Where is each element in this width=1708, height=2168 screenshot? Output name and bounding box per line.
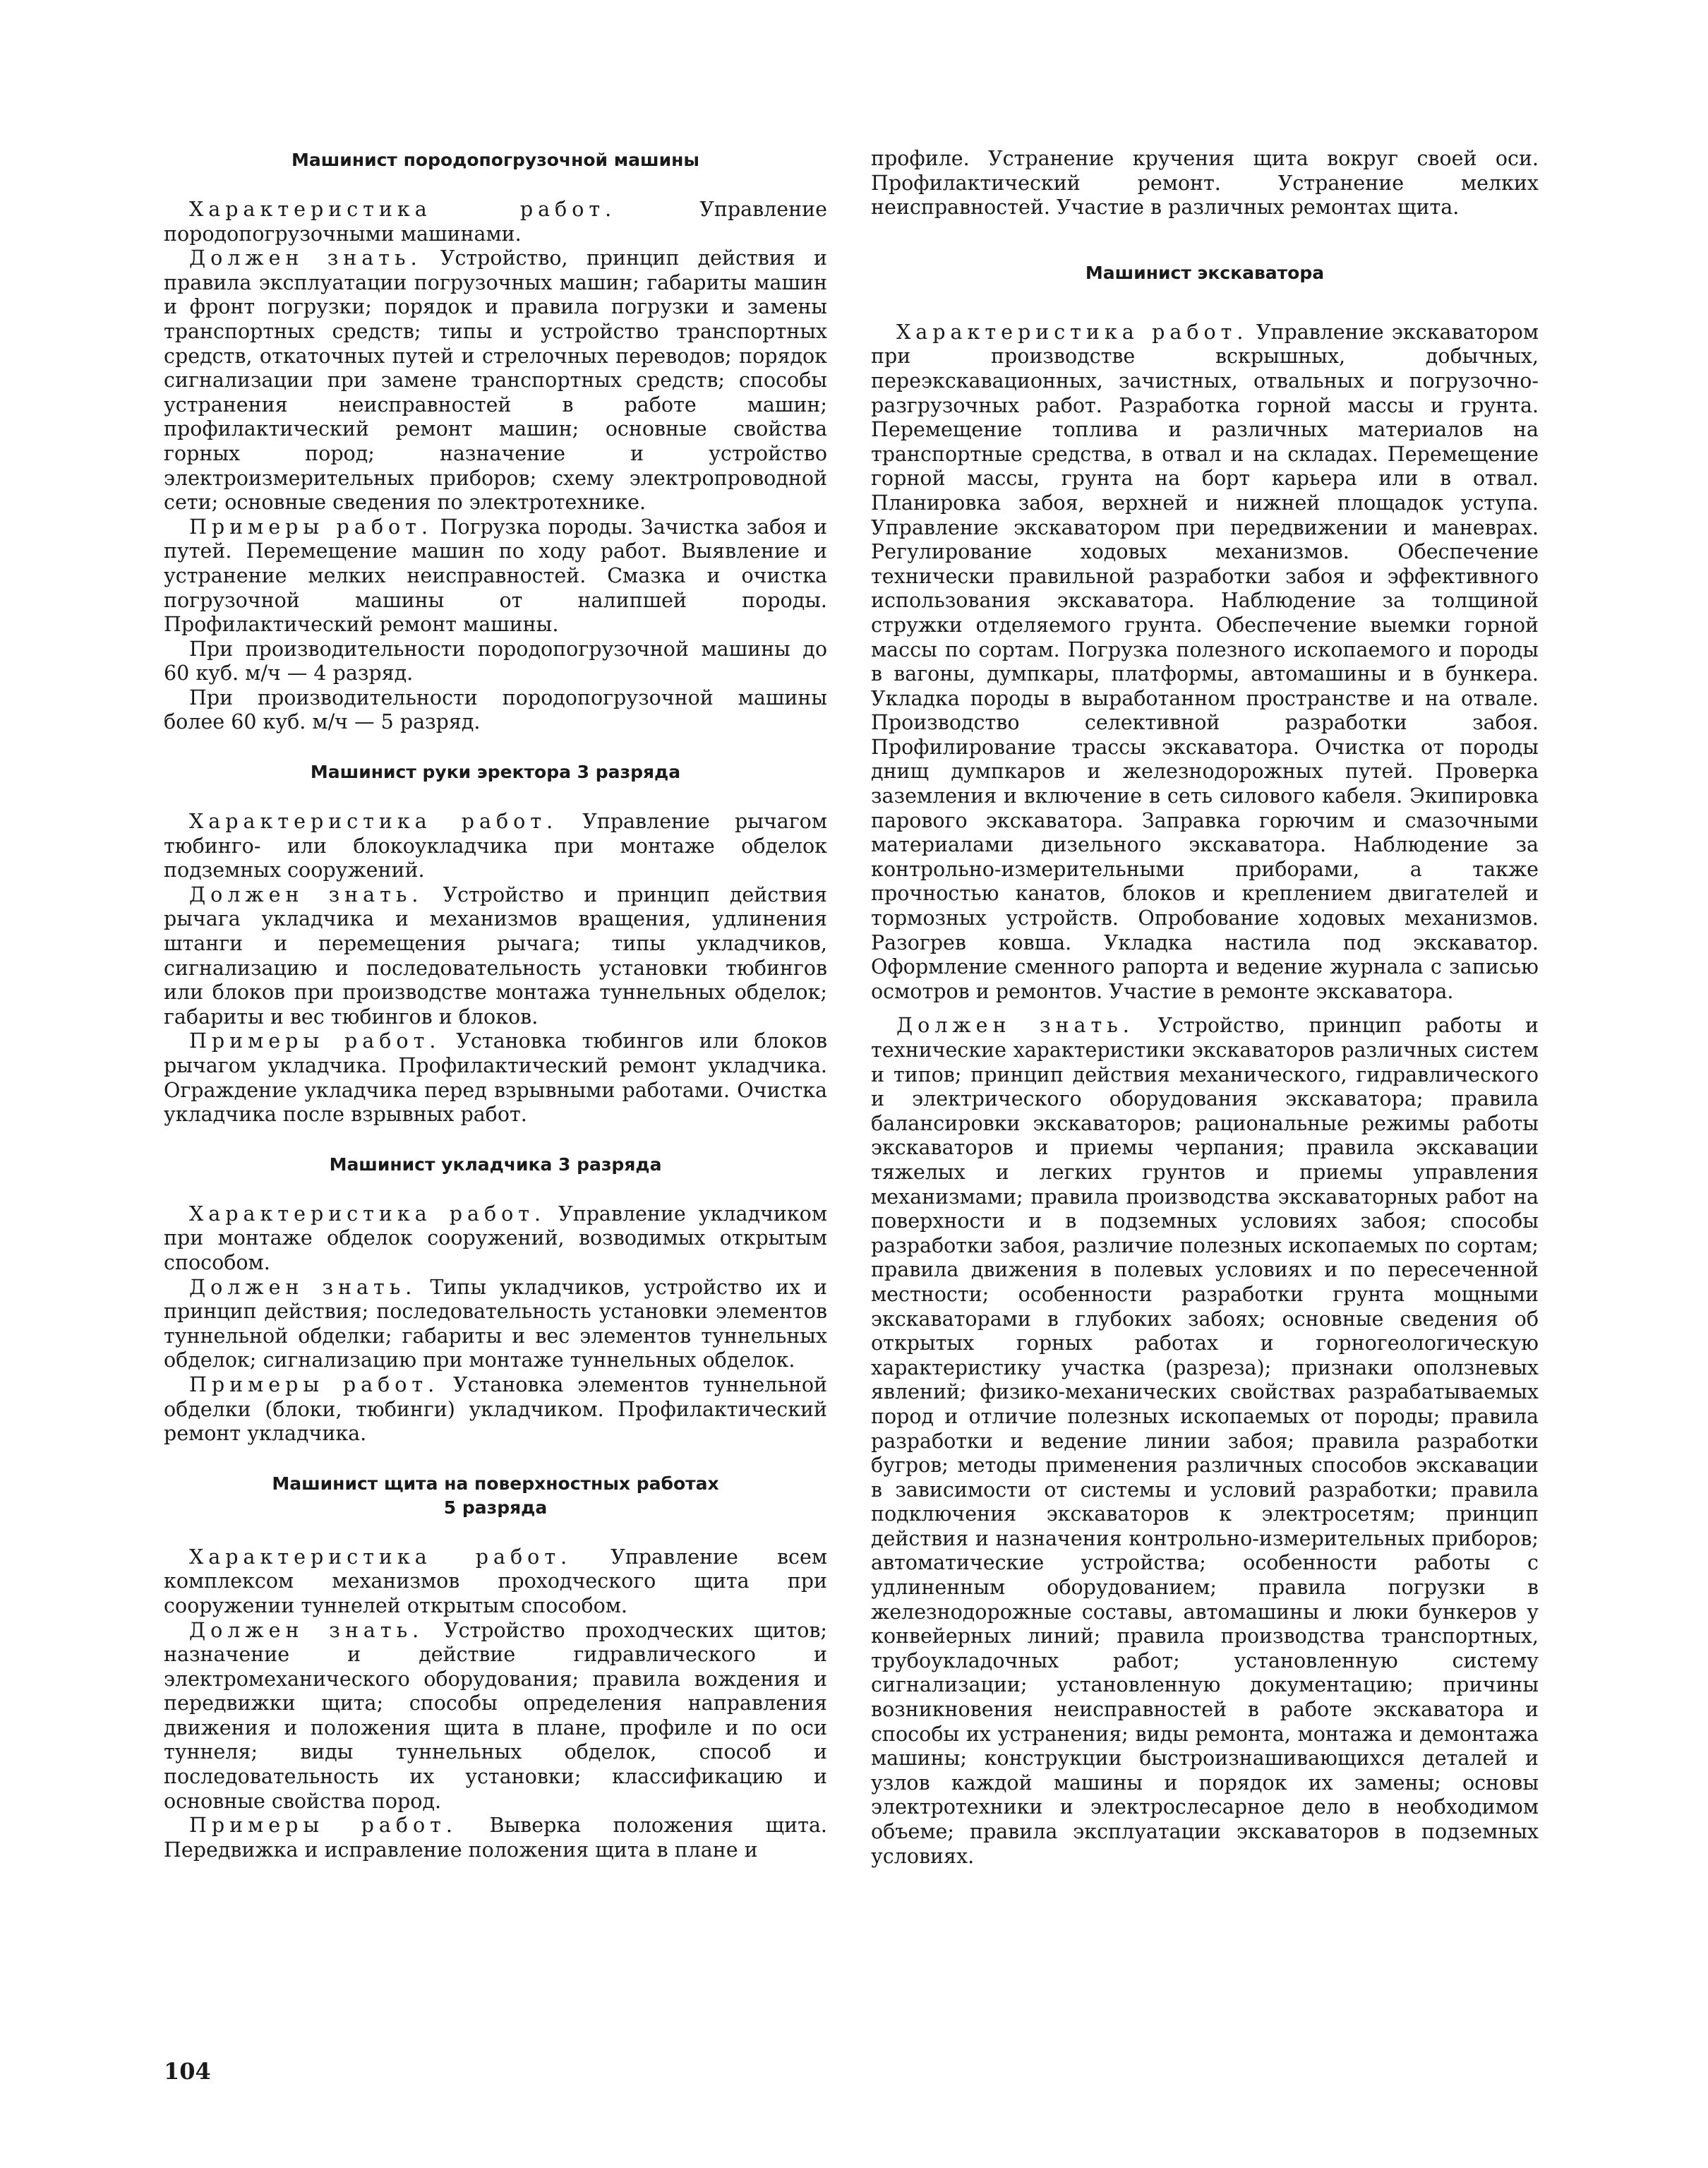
paragraph-text: При производительности породопогрузочной машины до 60 куб. м/ч — 4 разряд. [164,637,827,685]
paragraph-text: При производительности породопогрузочной машины более 60 куб. м/ч — 5 разряд. [164,685,827,734]
paragraph-text: Управление породопогрузочными машинами. [164,198,827,246]
paragraph-label: Примеры работ. [189,1029,441,1053]
paragraph-text: Устройство и принцип действия рычага укладчика и механизмов вращения, удлинения штанги и перемещения рычага; типы укладчиков, сигнализацию и последовательность установки тюбингов или блоков при производстве монтажа туннельных обделок; габариты и вес тюбингов и блоков. [164,882,827,1029]
section-title-line2: 5 разряда [443,1497,548,1518]
page-number: 104 [164,2058,211,2085]
paragraph-label: Должен знать. [896,1014,1134,1038]
paragraph-text: Управление рычагом тюбинго- или блокоукладчика при монтаже обделок подземных сооружений. [164,810,827,882]
paragraph [164,515,827,637]
section-title: Машинист руки эректора 3 разряда [310,762,681,783]
paragraph [164,883,827,1030]
right-column [871,147,1539,1869]
paragraph-label: Примеры работ. [189,1372,440,1396]
paragraph [164,1373,827,1447]
paragraph-label: Должен знать. [189,1618,424,1642]
paragraph [164,1545,827,1619]
section-excavator-operator [871,261,1539,1869]
paragraph-label: Характеристика работ. [189,1202,546,1226]
paragraph-label: Должен знать. [189,882,423,906]
paragraph [164,1814,827,1862]
paragraph-label: Примеры работ. [189,1814,457,1838]
paragraph [164,1619,827,1814]
paragraph-text: Управление всем комплексом механизмов проходческого щита при сооружении туннелей открытым способом. [164,1545,828,1617]
paragraph [164,1202,827,1276]
paragraph-text: Выверка положения щита. Передвижка и исправление положения щита в плане и [164,1814,827,1862]
paragraph [871,1014,1539,1869]
section-placer-operator [164,1153,827,1447]
paragraph-text: Устройство проходческих щитов; назначение и действие гидравлического и электромеханического оборудования; правила вождения и передвижки щита; способы определения направления движения и положения щита в плане, профиле и по оси туннеля; виды туннельных обделок, способ и последовательность их установки; классификацию и основные свойства пород. [164,1618,828,1813]
section-erector-arm-operator [164,760,827,1127]
section-rock-loader-operator [164,148,827,735]
paragraph-text: Установка тюбингов или блоков рычагом укладчика. Профилактический ремонт укладчика. Ограждение укладчика перед взрывными работами. Очистка укладчика после взрывных работ. [164,1029,827,1127]
paragraph [164,686,827,735]
paragraph-label: Характеристика работ. [896,320,1249,344]
paragraph [164,246,827,515]
paragraph [164,1276,827,1373]
continuation-paragraph: профиле. Устранение кручения щита вокруг своей оси. Профилактический ремонт. Устранение мелких неисправностей. Участие в различных ремонтах щита. [871,147,1539,220]
paragraph [164,1029,827,1127]
paragraph [164,637,827,686]
paragraph-label: Примеры работ. [189,515,433,539]
section-shield-operator [164,1472,827,1863]
paragraph-label: Должен знать. [189,1275,417,1299]
paragraph-text: Управление экскаватором при производстве вскрышных, добычных, переэкскавационных, зачистных, отвальных и погрузочно-разгрузочных работ. Разработка горной массы и грунта. Перемещение топлива и различных материалов на транспортные средства, в отвал и на складах. Перемещение горной массы, грунта на борт карьера или в отвал. Планировка забоя, верхней и нижней площадок уступа. Управление экскаватором при передвижении и маневрах. Регулирование ходовых механизмов. Обеспечение технически правильной разработки забоя и эффективного использования экскаватора. Наблюдение за толщиной стружки отделяемого грунта. Обеспечение выемки горной массы по сортам. Погрузка полезного ископаемого и породы в вагоны, думпкары, платформы, автомашины и в бункера. Укладка породы в выработанном пространстве и на отвале. Производство селективной разработки забоя. Профилирование трассы экскаватора. Очистка от породы днищ думпкаров и железнодорожных путей. Проверка заземления и включение в сеть силового кабеля. Экипировка парового экскаватора. Заправка горючим и смазочными материалами дизельного экскаватора. Наблюдение за контрольно-измерительными приборами, а также прочностью канатов, блоков и креплением двигателей и тормозных устройств. Опробование ходовых механизмов. Разогрев ковша. Укладка настила под экскаватор. Оформление сменного рапорта и ведение журнала с записью осмотров и ремонтов. Участие в ремонте экскаватора. [871,320,1539,1003]
paragraph [164,198,827,246]
paragraph-text: Устройство, принцип работы и технические характеристики экскаваторов различных систем и типов; принцип действия механического, гидравлического и электрического оборудования экскаватора; правила балансировки экскаваторов; рациональные режимы работы экскаваторов и приемы черпания; правила экскавации тяжелых и легких грунтов и приемы управления механизмами; правила производства экскаваторных работ на поверхности и в подземных условиях забоя; способы разработки забоя, различие полезных ископаемых по сортам; правила движения в полевых условиях и по пересеченной местности; особенности разработки грунта мощными экскаваторами в глубоких забоях; основные сведения об открытых горных работах и горногеологическую характеристику участка (разреза); признаки оползневых явлений; физико-механических свойствах разрабатываемых пород и отличие полезных ископаемых от породы; правила разработки и ведение линии забоя; правила разработки бугров; методы применения различных способов экскавации в зависимости от системы и условий разработки; правила подключения экскаваторов к электросетям; принцип действия и назначения контрольно-измерительных приборов; автоматические устройства; особенности работы с удлиненным оборудованием; правила погрузки в железнодорожные составы, автомашины и люки бункеров у конвейерных линий; правила производства транспортных, трубоукладочных работ; установленную систему сигнализации; установленную документацию; причины возникновения неисправностей в работе экскаватора и способы их устранения; виды ремонта, монтажа и демонтажа машины; конструкции быстроизнашивающихся деталей и узлов каждой машины и порядок их замены; основы электротехники и электрослесарное дело в необходимом объеме; правила эксплуатации экскаваторов в подземных условиях. [871,1014,1539,1868]
paragraph-label: Характеристика работ. [189,198,617,221]
paragraph-text: Типы укладчиков, устройство их и принцип действия; последовательность установки элементов туннельной обделки; габариты и вес элементов туннельных обделок; сигнализацию при монтаже туннельных обделок. [164,1275,827,1372]
paragraph-label: Характеристика работ. [189,1545,572,1569]
paragraph-text: Устройство, принцип действия и правила эксплуатации погрузочных машин; габариты машин и фронт погрузки; порядок и правила погрузки и замены транспортных средств; типы и устройство транспортных средств, откаточных путей и стрелочных переводов; порядок сигнализации при замене транспортных средств; способы устранения неисправностей в работе машин; профилактический ремонт машин; основные свойства горных пород; назначение и устройство электроизмерительных приборов; схему электропроводной сети; основные сведения по электротехнике. [164,246,827,515]
paragraph-text: Управление укладчиком при монтаже обделок сооружений, возводимых открытым способом. [164,1202,827,1274]
paragraph-label: Характеристика работ. [189,810,558,834]
section-title: Машинист щита на поверхностных работах [272,1473,719,1494]
paragraph-text: Погрузка породы. Зачистка забоя и путей. Перемещение машин по ходу работ. Выявление и устранение мелких неисправностей. Смазка и очистка погрузочной машины от налипшей породы. Профилактический ремонт машины. [164,515,827,637]
section-title: Машинист укладчика 3 разряда [329,1154,662,1175]
section-title: Машинист породопогрузочной машины [291,150,699,170]
left-column [164,148,827,1862]
paragraph [164,810,827,883]
paragraph [871,321,1539,1005]
paragraph-text: Установка элементов туннельной обделки (блоки, тюбинги) укладчиком. Профилактический ремонт укладчика. [164,1372,828,1446]
section-title: Машинист экскаватора [1085,262,1325,283]
paragraph-label: Должен знать. [189,246,422,270]
